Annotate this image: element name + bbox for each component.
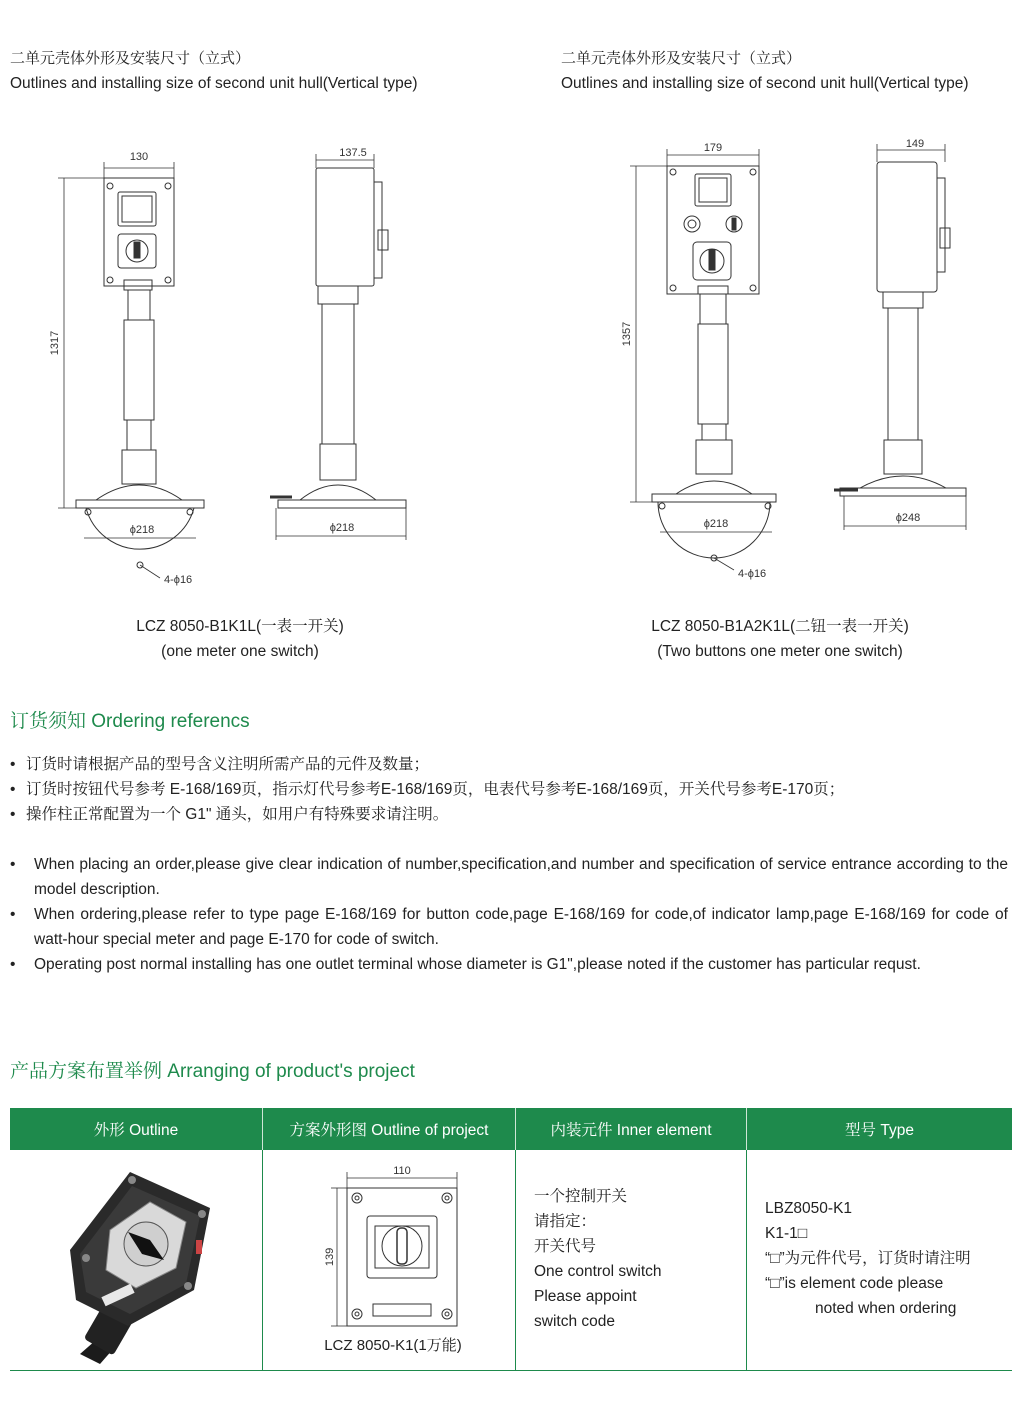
front-enclosure (667, 166, 759, 294)
col-header-outline-project: 方案外形图 Outline of project (263, 1108, 516, 1150)
type-cell (747, 1150, 1013, 1371)
right-technical-drawing (512, 130, 1024, 600)
type-line: LBZ8050-K1 (765, 1200, 853, 1217)
ordering-zh-item: • 订货时请根据产品的型号含义注明所需产品的元件及数量； (10, 752, 1008, 777)
side-enclosure (877, 162, 937, 292)
right-dim-height: 1357 (621, 321, 633, 347)
outline-photo-cell (10, 1150, 263, 1371)
left-model: LCZ 8050-B1K1L(一表一开关) (136, 618, 344, 635)
col-header-outline: 外形 Outline (10, 1108, 263, 1150)
ordering-zh-item: • 订货时按钮代号参考 E-168/169页，指示灯代号参考E-168/169页，电表代号参考E-168/169页，开关代号参考E-170页； (10, 777, 1008, 802)
inner-element-line: 请指定： (534, 1213, 597, 1230)
left-dim-base: ϕ218 (129, 524, 155, 536)
right-header-zh: 二单元壳体外形及安装尺寸（立式） (561, 50, 802, 67)
right-model-en: (Two buttons one meter one switch) (657, 643, 903, 660)
type-line: noted when ordering (815, 1300, 957, 1317)
project-table (10, 1108, 1012, 1371)
right-header-en: Outlines and installing size of second unit hull(Vertical type) (561, 75, 969, 92)
ordering-zh-item: • 操作柱正常配置为一个 G1" 通头，如用户有特殊要求请注明。 (10, 802, 1008, 827)
inner-element-list (516, 1150, 746, 1334)
inner-element-line: switch code (534, 1313, 615, 1330)
type-line: “□”为元件代号，订货时请注明 (765, 1250, 971, 1267)
project-dim-height: 139 (324, 1247, 336, 1267)
right-dim-base: ϕ218 (703, 518, 729, 530)
left-dim-holes: 4-ϕ16 (164, 574, 193, 586)
side-enclosure (316, 168, 374, 286)
left-technical-drawing (0, 130, 512, 600)
enclosure-photo (10, 1150, 260, 1365)
inner-element-line: Please appoint (534, 1288, 637, 1305)
table-row (10, 1150, 1012, 1371)
left-dim-base-side: ϕ218 (329, 522, 355, 534)
right-dim-width: 179 (703, 142, 723, 154)
type-line: “□”is element code please (765, 1275, 944, 1292)
right-dim-base-side: ϕ248 (895, 512, 921, 524)
inner-element-line: 一个控制开关 (534, 1188, 628, 1205)
left-model-en: (one meter one switch) (161, 643, 319, 660)
left-dim-height: 1317 (49, 330, 61, 356)
right-model: LCZ 8050-B1A2K1L(二钮一表一开关) (651, 618, 909, 635)
type-line: K1-1□ (765, 1225, 808, 1242)
left-header-zh: 二单元壳体外形及安装尺寸（立式） (10, 50, 251, 67)
left-section-header (10, 46, 418, 96)
left-dim-side: 137.5 (339, 147, 367, 159)
project-title: 产品方案布置举例 Arranging of product's project (10, 1061, 415, 1082)
ordering-list (10, 752, 1008, 977)
project-drawing-caption: LCZ 8050-K1(1万能) (324, 1337, 462, 1354)
inner-element-line: One control switch (534, 1263, 662, 1280)
right-dim-side: 149 (905, 138, 925, 150)
project-dim-width: 110 (393, 1165, 411, 1177)
type-list (747, 1150, 1012, 1321)
right-section-header (561, 46, 969, 96)
front-enclosure (104, 178, 174, 286)
project-outline-drawing (263, 1150, 513, 1365)
ordering-en-item: • When placing an order,please give clear indication of number,specification,and number and specification of service entrance according to the model description. (10, 852, 1008, 902)
col-header-inner-element: 内装元件 Inner element (516, 1108, 747, 1150)
left-header-en: Outlines and installing size of second unit hull(Vertical type) (10, 75, 418, 92)
inner-element-cell (516, 1150, 747, 1371)
ordering-en-item: • When ordering,please refer to type page E-168/169 for button code,page E-168/169 for code,of indicator lamp,page E-168/169 for code of watt-hour special meter and page E-170 for code of switch. (10, 902, 1008, 952)
outline-drawing-cell (263, 1150, 516, 1371)
project-table-header (10, 1108, 1012, 1150)
ordering-en-item: • Operating post normal installing has one outlet terminal whose diameter is G1",please noted if the customer has particular requst. (10, 952, 1008, 977)
inner-element-line: 开关代号 (534, 1238, 597, 1255)
col-header-type: 型号 Type (747, 1108, 1013, 1150)
right-dim-holes: 4-ϕ16 (738, 568, 767, 580)
left-dim-width: 130 (129, 151, 149, 163)
right-drawing-caption (575, 614, 985, 664)
left-drawing-caption (40, 614, 440, 664)
ordering-title: 订货须知 Ordering referencs (10, 711, 250, 732)
